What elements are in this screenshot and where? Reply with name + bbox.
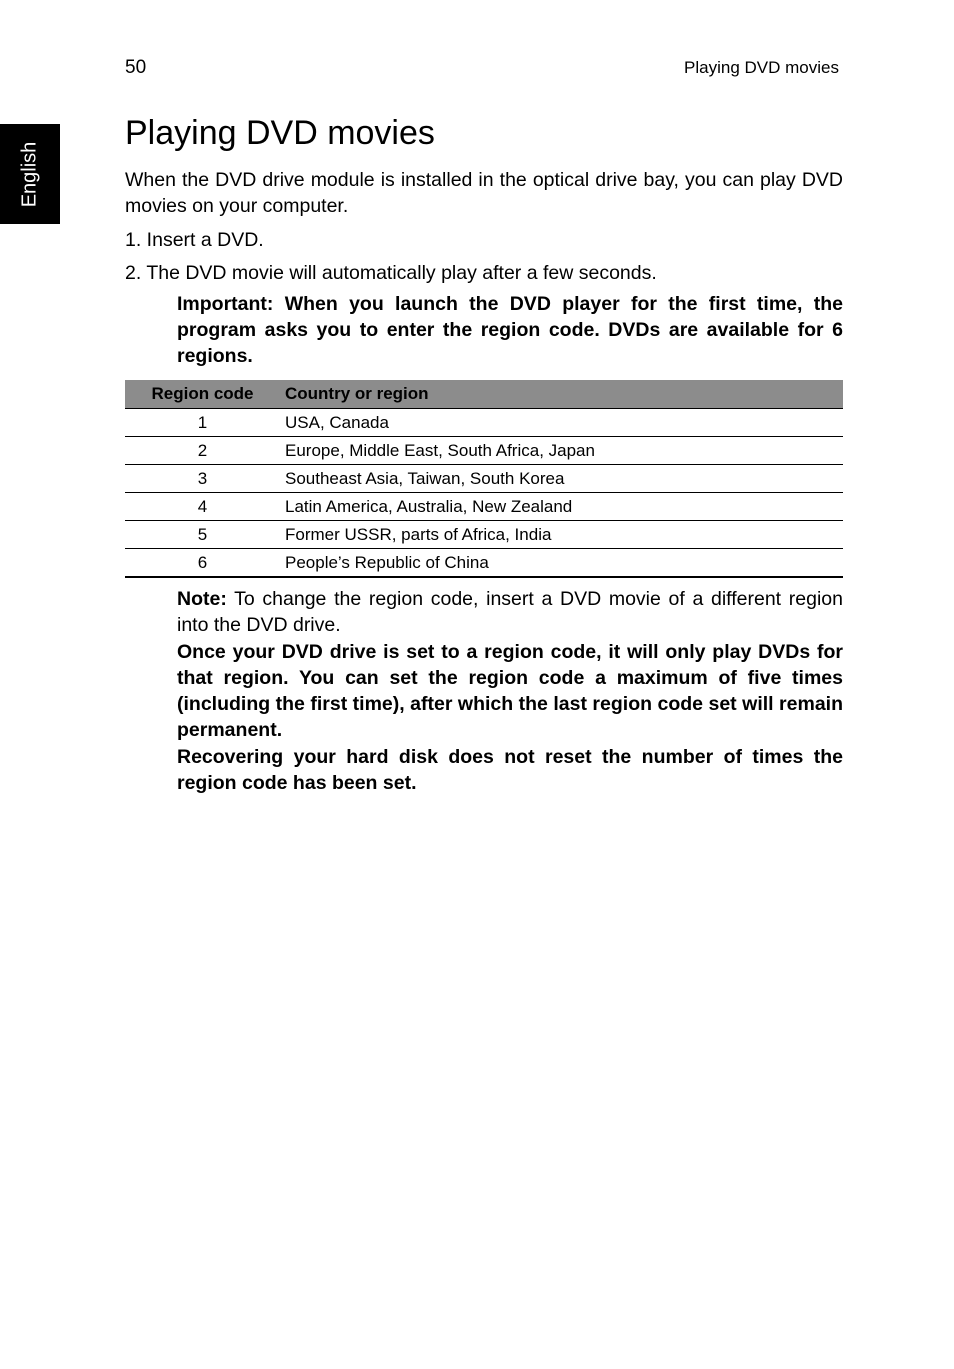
table-row [125, 549, 843, 578]
table-row [125, 465, 843, 493]
step-2: 2. The DVD movie will automatically play after a few seconds. [125, 262, 657, 284]
country-cell: Europe, Middle East, South Africa, Japan [280, 437, 843, 465]
region-code-cell: 3 [125, 465, 280, 493]
region-code-cell: 4 [125, 493, 280, 521]
note-paragraph [125, 586, 843, 638]
region-code-table [125, 380, 843, 578]
country-cell: Southeast Asia, Taiwan, South Korea [280, 465, 843, 493]
table-row [125, 521, 843, 549]
table-row [125, 437, 843, 465]
step-1: 1. Insert a DVD. [125, 229, 264, 251]
country-cell: USA, Canada [280, 409, 843, 437]
region-limit-warning: Once your DVD drive is set to a region code, it will only play DVDs for that region. You can set the region code a maximum of five times (including the first time), after which the last region code set will remain permanent. [177, 641, 843, 741]
region-code-cell: 6 [125, 549, 280, 578]
region-code-cell: 1 [125, 409, 280, 437]
table-row [125, 493, 843, 521]
header-region-code: Region code [125, 380, 280, 409]
table-header-row [125, 380, 843, 409]
note-label: Note: [177, 588, 227, 610]
intro-paragraph: When the DVD drive module is installed in the optical drive bay, you can play DVD movies on your computer. [125, 169, 843, 217]
running-header: Playing DVD movies [684, 58, 839, 77]
language-tab [0, 124, 60, 224]
country-cell: People’s Republic of China [280, 549, 843, 578]
main-content [125, 167, 843, 796]
table-row [125, 409, 843, 437]
country-cell: Former USSR, parts of Africa, India [280, 521, 843, 549]
header-country: Country or region [280, 380, 843, 409]
recovery-warning: Recovering your hard disk does not reset the number of times the region code has been set. [177, 746, 843, 794]
country-cell: Latin America, Australia, New Zealand [280, 493, 843, 521]
language-tab-label: English [18, 141, 41, 207]
note-text: To change the region code, insert a DVD movie of a different region into the DVD drive. [177, 588, 843, 636]
page-number: 50 [125, 57, 147, 78]
important-note: Important: When you launch the DVD player for the first time, the program asks you to enter the region code. DVDs are available for 6 regions. [177, 293, 843, 367]
region-code-cell: 2 [125, 437, 280, 465]
region-code-cell: 5 [125, 521, 280, 549]
page-title: Playing DVD movies [125, 114, 435, 152]
